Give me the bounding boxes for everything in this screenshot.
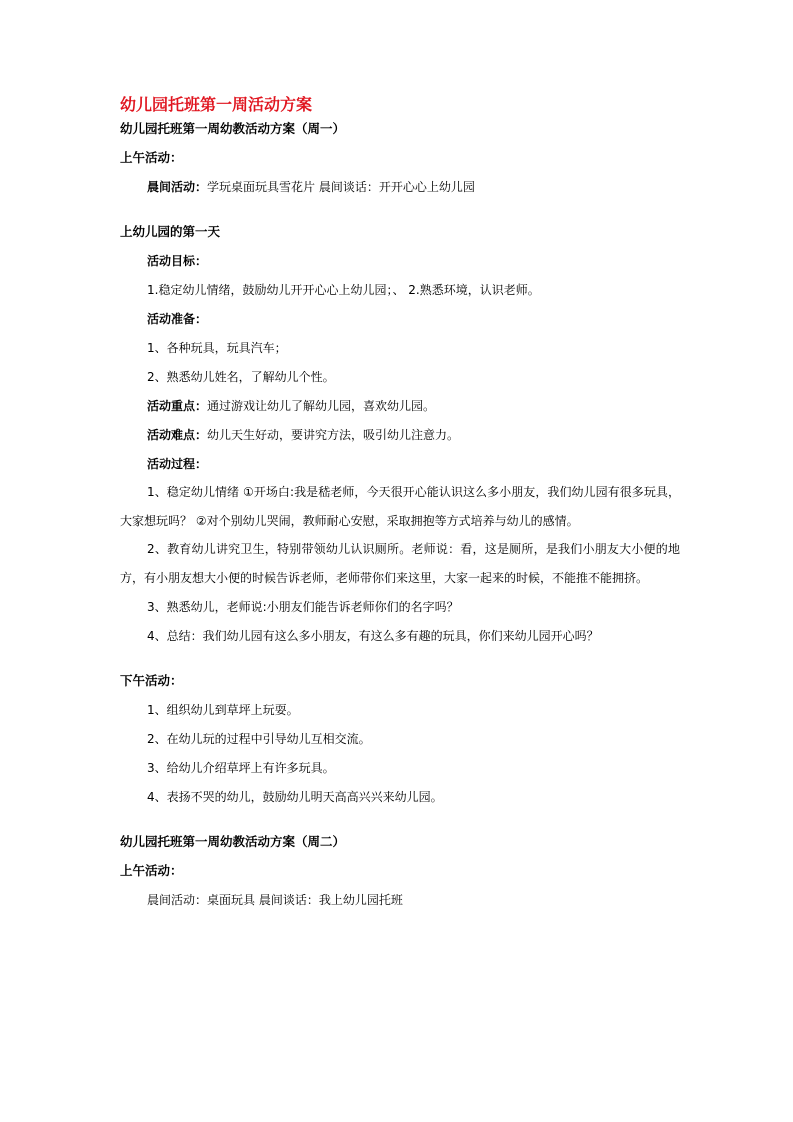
tuesday-morning-label: 上午活动： [120,863,183,878]
afternoon-label: 下午活动： [120,673,183,688]
process-step-2: 2、教育幼儿讲究卫生，特别带领幼儿认识厕所。老师说：看，这是厕所，是我们小朋友大小便的地方，有小朋友想大小便的时候告诉老师，老师带你们来这里，大家一起来的时候，不能推不能拥挤。 [120,542,680,585]
morning-activity-text: 学玩桌面玩具雪花片 晨间谈话：开开心心上幼儿园 [207,180,475,194]
key-point-text: 通过游戏让幼儿了解幼儿园，喜欢幼儿园。 [207,399,436,413]
monday-heading: 幼儿园托班第一周幼教活动方案（周一） [120,121,346,136]
first-day-heading: 上幼儿园的第一天 [120,224,221,239]
difficulty-line [120,427,680,443]
key-point-label: 活动重点： [147,399,208,413]
goal-text: 1.稳定幼儿情绪，鼓励幼儿开开心心上幼儿园；、 2.熟悉环境，认识老师。 [147,283,540,297]
difficulty-text: 幼儿天生好动，要讲究方法，吸引幼儿注意力。 [207,428,460,442]
key-point-line [120,398,680,414]
afternoon-item-4: 4、表扬不哭的幼儿，鼓励幼儿明天高高兴兴来幼儿园。 [147,790,443,804]
morning-activity-line [120,179,680,195]
morning-activity-label: 晨间活动： [147,180,208,194]
tuesday-heading: 幼儿园托班第一周幼教活动方案（周二） [120,834,346,849]
process-step-4: 4、总结：我们幼儿园有这么多小朋友，有这么多有趣的玩具，你们来幼儿园开心吗？ [147,629,599,643]
process-step-1: 1、稳定幼儿情绪 ①开场白:我是嵇老师，今天很开心能认识这么多小朋友，我们幼儿园有很多玩具，大家想玩吗？ ②对个别幼儿哭闹，教师耐心安慰，采取拥抱等方式培养与幼儿的感情。 [120,485,680,528]
goal-label: 活动目标： [147,254,208,268]
document-page [120,94,680,921]
prep-item-1: 1、各种玩具，玩具汽车； [147,341,287,355]
afternoon-item-3: 3、给幼儿介绍草坪上有许多玩具。 [147,761,335,775]
process-step-3: 3、熟悉幼儿，老师说:小朋友们能告诉老师你们的名字吗？ [147,600,459,614]
difficulty-label: 活动难点： [147,428,208,442]
afternoon-item-1: 1、组织幼儿到草坪上玩耍。 [147,703,299,717]
prep-label: 活动准备： [147,312,208,326]
morning-label: 上午活动： [120,150,183,165]
afternoon-item-2: 2、在幼儿玩的过程中引导幼儿互相交流。 [147,732,371,746]
prep-item-2: 2、熟悉幼儿姓名，了解幼儿个性。 [147,370,335,384]
tuesday-morning-line: 晨间活动：桌面玩具 晨间谈话：我上幼儿园托班 [147,893,403,907]
document-title: 幼儿园托班第一周活动方案 [120,95,313,114]
process-label: 活动过程： [147,457,208,471]
